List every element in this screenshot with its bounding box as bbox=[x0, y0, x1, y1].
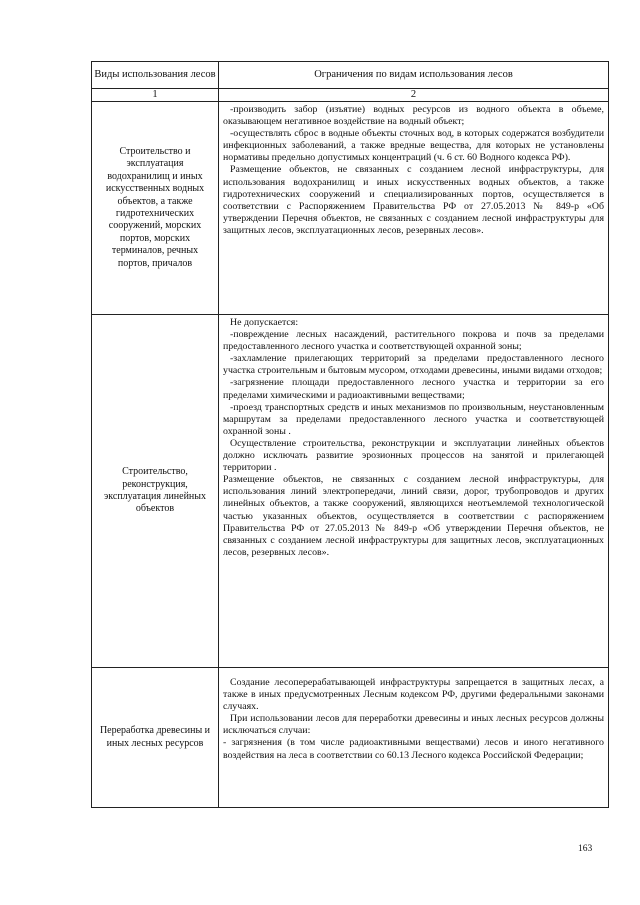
restriction-paragraph: При использовании лесов для переработки древесины и иных лесных ресурсов должны исключаться случаи: bbox=[223, 713, 604, 737]
restriction-paragraph: -производить забор (изъятие) водных ресурсов из водного объекта в объеме, оказывающем негативное воздействие на водный объект; bbox=[223, 104, 604, 128]
usage-type: Строительство и эксплуатация водохранилищ и иных искусственных водных объектов, а также гидротехнических сооружений, морских портов, морских терминалов, речных портов, причалов bbox=[92, 102, 219, 315]
header-col1: Виды использования лесов bbox=[92, 62, 219, 89]
restriction-paragraph: -осуществлять сброс в водные объекты сточных вод, в которых содержатся возбудители инфекционных заболеваний, а также вредные вещества, для которых не установлены нормативы предельно допустимых концентраций (ч. 6 ст. 60 Водного кодекса РФ). bbox=[223, 128, 604, 164]
header-row bbox=[92, 62, 609, 89]
restriction-paragraph: Размещение объектов, не связанных с созданием лесной инфраструктуры, для использования линий электропередачи, линий связи, дорог, трубопроводов и других линейных объектов, а также сооружений, являющихся неотъемлемой технологической частью указанных объектов, осуществляется в соответствии с распоряжением Правительства РФ от 27.05.2013 № 849-р «Об утверждении Перечня объектов, не связанных с созданием лесной инфраструктуры для защитных лесов, эксплуатационных лесов, резервных лесов». bbox=[223, 474, 604, 558]
table-row bbox=[92, 102, 609, 315]
restriction-paragraph: - загрязнения (в том числе радиоактивными веществами) лесов и иного негативного воздействия на леса в соответствии со 60.13 Лесного кодекса Российской Федерации; bbox=[223, 737, 604, 761]
usage-type: Переработка древесины и иных лесных ресурсов bbox=[92, 668, 219, 808]
restriction-paragraph: -проезд транспортных средств и иных механизмов по произвольным, неустановленным маршрутам за пределами предоставленного лесного участка и соответствующей охранной зоны . bbox=[223, 401, 604, 437]
restriction-paragraph: -загрязнение площади предоставленного лесного участка и территории за его пределами химическими и радиоактивными веществами; bbox=[223, 377, 604, 401]
restrictions-table bbox=[91, 61, 609, 808]
usage-type: Строительство, реконструкция, эксплуатация линейных объектов bbox=[92, 315, 219, 668]
column-number-1: 1 bbox=[92, 89, 219, 102]
restriction-paragraph: -захламление прилегающих территорий за пределами предоставленного лесного участка строительным и бытовым мусором, отходами древесины, иными видами отходов; bbox=[223, 353, 604, 377]
restrictions-cell bbox=[219, 102, 609, 315]
restriction-paragraph: Осуществление строительства, реконструкции и эксплуатации линейных объектов должно исключать развитие эрозионных процессов на занятой и прилегающей территории . bbox=[223, 437, 604, 474]
restriction-paragraph: Размещение объектов, не связанных с созданием лесной инфраструктуры, для использования водохранилищ и иных искусственных водных объектов, а также гидротехнических сооружений и специализированных портов, осуществляется в соответствии с Распоряжением Правительства РФ от 27.05.2013 № 849-р «Об утверждении Перечня объектов, не связанных с созданием лесной инфраструктуры для защитных лесов, эксплуатационных лесов, резервных лесов». bbox=[223, 164, 604, 236]
table-row bbox=[92, 668, 609, 808]
header-col2: Ограничения по видам использования лесов bbox=[219, 62, 609, 89]
restrictions-cell bbox=[219, 668, 609, 808]
restriction-paragraph: Не допускается: bbox=[230, 317, 299, 328]
restriction-paragraph: Создание лесоперерабатывающей инфраструктуры запрещается в защитных лесах, а также в иных предусмотренных Лесным кодексом РФ, другими федеральными законами случаях. bbox=[223, 677, 604, 713]
column-number-row bbox=[92, 89, 609, 102]
column-number-2: 2 bbox=[219, 89, 609, 102]
restriction-paragraph: -повреждение лесных насаждений, растительного покрова и почв за пределами предоставленного лесного участка и соответствующей охранной зоны; bbox=[223, 329, 604, 353]
restrictions-cell bbox=[219, 315, 609, 668]
table-row bbox=[92, 315, 609, 668]
page-number: 163 bbox=[578, 844, 593, 854]
